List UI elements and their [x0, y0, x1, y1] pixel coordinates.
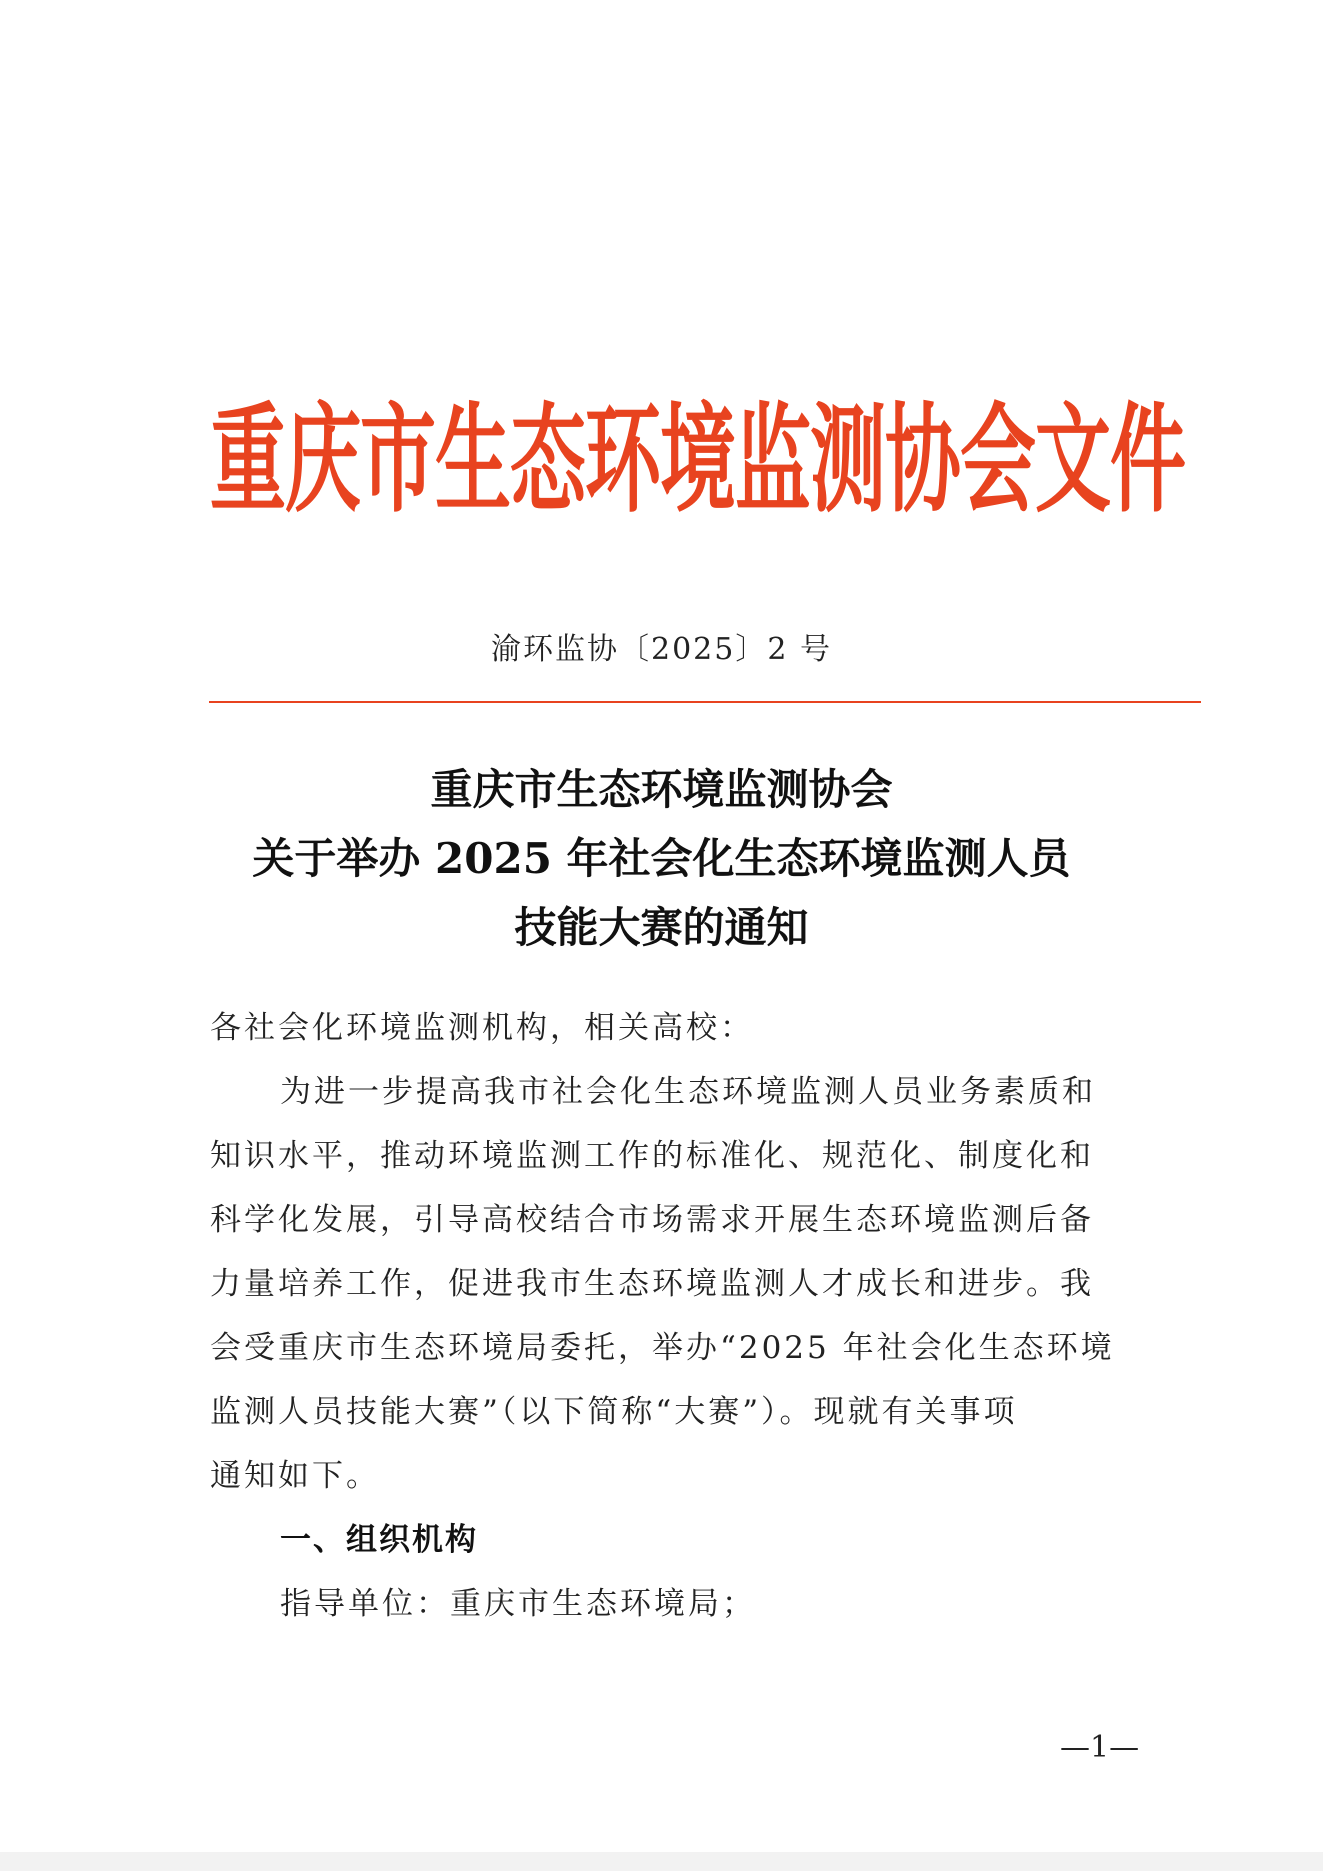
- paragraph-line: 力量培养工作，促进我市生态环境监测人才成长和进步。我: [210, 1266, 1094, 1302]
- scan-bottom-edge: [0, 1852, 1323, 1871]
- document-number: 渝环监协〔2025〕2 号: [491, 632, 832, 667]
- guiding-unit-line: 指导单位：重庆市生态环境局；: [280, 1586, 756, 1622]
- notice-title-line-3: 技能大赛的通知: [514, 903, 809, 952]
- notice-title-line-2: 关于举办 2025 年社会化生态环境监测人员: [252, 834, 1071, 883]
- salutation: 各社会化环境监测机构，相关高校：: [210, 1010, 754, 1046]
- paragraph-line: 知识水平，推动环境监测工作的标准化、规范化、制度化和: [210, 1138, 1094, 1174]
- paragraph-line: 通知如下。: [210, 1458, 380, 1494]
- section-heading-organization: 一、组织机构: [280, 1522, 478, 1558]
- paragraph-line: 科学化发展，引导高校结合市场需求开展生态环境监测后备: [210, 1202, 1094, 1238]
- notice-title-line-1: 重庆市生态环境监测协会: [430, 765, 893, 814]
- paragraph-line: 监测人员技能大赛”（以下简称“大赛”）。现就有关事项: [210, 1394, 1018, 1430]
- org-file-header: 重庆市生态环境监测协会文件: [210, 390, 1185, 529]
- red-divider: [209, 701, 1201, 703]
- page-number: —1—: [1060, 1730, 1140, 1765]
- paragraph-line: 会受重庆市生态环境局委托，举办“2025 年社会化生态环境: [210, 1330, 1115, 1366]
- paragraph-line: 为进一步提高我市社会化生态环境监测人员业务素质和: [280, 1074, 1096, 1110]
